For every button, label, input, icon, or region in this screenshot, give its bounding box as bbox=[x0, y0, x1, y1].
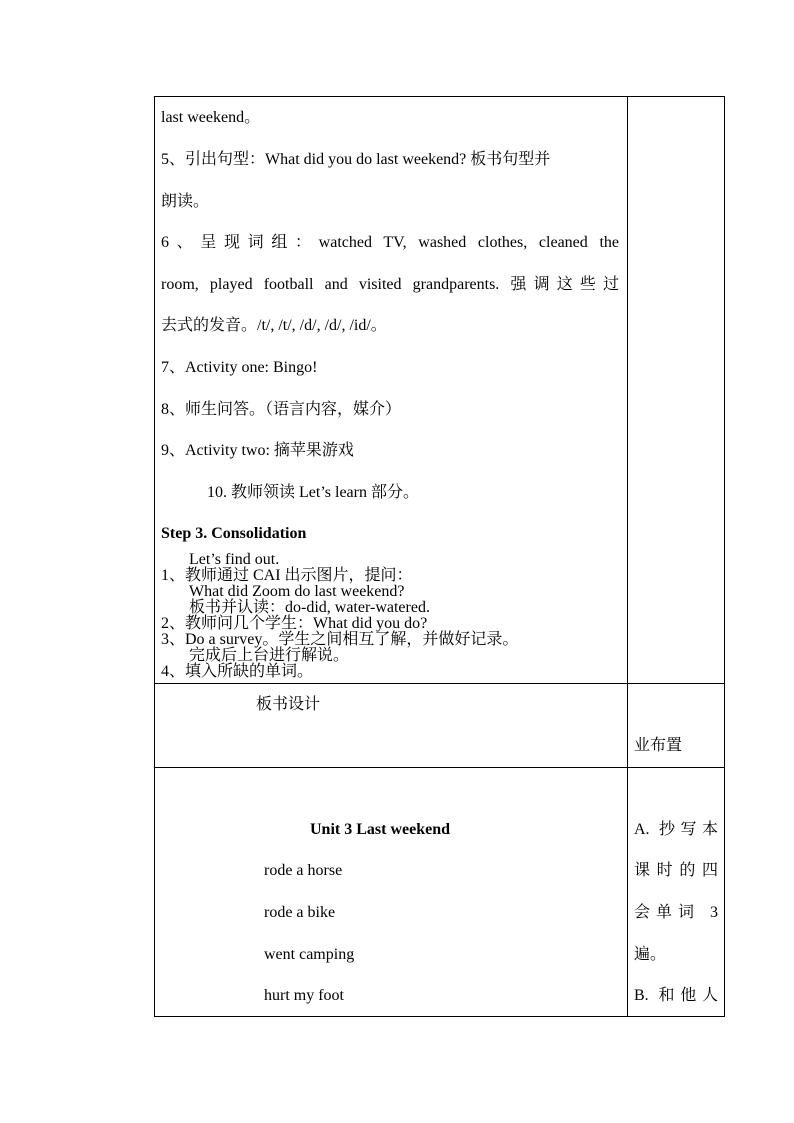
homework-line: 遍。 bbox=[634, 946, 667, 963]
step-item-6-cont: room, played football and visited grandparents. 强调这些过 bbox=[161, 276, 619, 293]
board-title: Unit 3 Last weekend bbox=[310, 821, 451, 838]
homework-line: B. 和他人 bbox=[634, 987, 718, 1004]
step-text: last weekend。 bbox=[161, 109, 261, 126]
board-phrase: went camping bbox=[264, 946, 355, 963]
board-phrase: hurt my foot bbox=[264, 987, 344, 1004]
consolidation-item-2: 2、教师问几个学生：What did you do? bbox=[161, 615, 428, 632]
consolidation-line: Let’s find out. bbox=[189, 551, 280, 568]
step-item-7: 7、Activity one: Bingo! bbox=[161, 359, 318, 376]
homework-line: 课时的四 bbox=[634, 862, 718, 879]
consolidation-line: What did Zoom do last weekend? bbox=[189, 583, 405, 600]
board-phrase: rode a bike bbox=[264, 904, 336, 921]
consolidation-item-3: 3、Do a survey。学生之间相互了解，并做好记录。 bbox=[161, 631, 519, 648]
row-divider bbox=[155, 767, 724, 768]
step-item-6: 6、呈现词组：watched TV, washed clothes, cleaned the bbox=[161, 234, 619, 251]
consolidation-line: 完成后上台进行解说。 bbox=[189, 647, 350, 664]
consolidation-line: 板书并认读：do-did, water-watered. bbox=[189, 599, 430, 616]
step-item-6-cont: 去式的发音。/t/, /t/, /d/, /d/, /id/。 bbox=[161, 317, 387, 334]
step-item-8: 8、师生问答。（语言内容，媒介） bbox=[161, 401, 402, 418]
homework-line: 会单词 3 bbox=[634, 904, 718, 921]
homework-line: A. 抄写本 bbox=[634, 821, 718, 838]
step-item-5: 5、引出句型：What did you do last weekend? 板书句型并 bbox=[161, 151, 551, 168]
step-item-5-cont: 朗读。 bbox=[161, 193, 210, 210]
consolidation-item-1: 1、教师通过 CAI 出示图片，提问： bbox=[161, 567, 413, 584]
step-item-9: 9、Activity two: 摘苹果游戏 bbox=[161, 442, 354, 459]
board-design-header: 板书设计 bbox=[256, 696, 321, 713]
column-divider bbox=[627, 97, 628, 1016]
board-phrase: rode a horse bbox=[264, 862, 343, 879]
step3-heading: Step 3. Consolidation bbox=[161, 525, 307, 542]
step-item-10: 10. 教师领读 Let’s learn 部分。 bbox=[207, 484, 419, 501]
consolidation-item-4: 4、填入所缺的单词。 bbox=[161, 663, 314, 680]
homework-header: 业布置 bbox=[634, 737, 683, 754]
row-divider bbox=[155, 683, 724, 684]
